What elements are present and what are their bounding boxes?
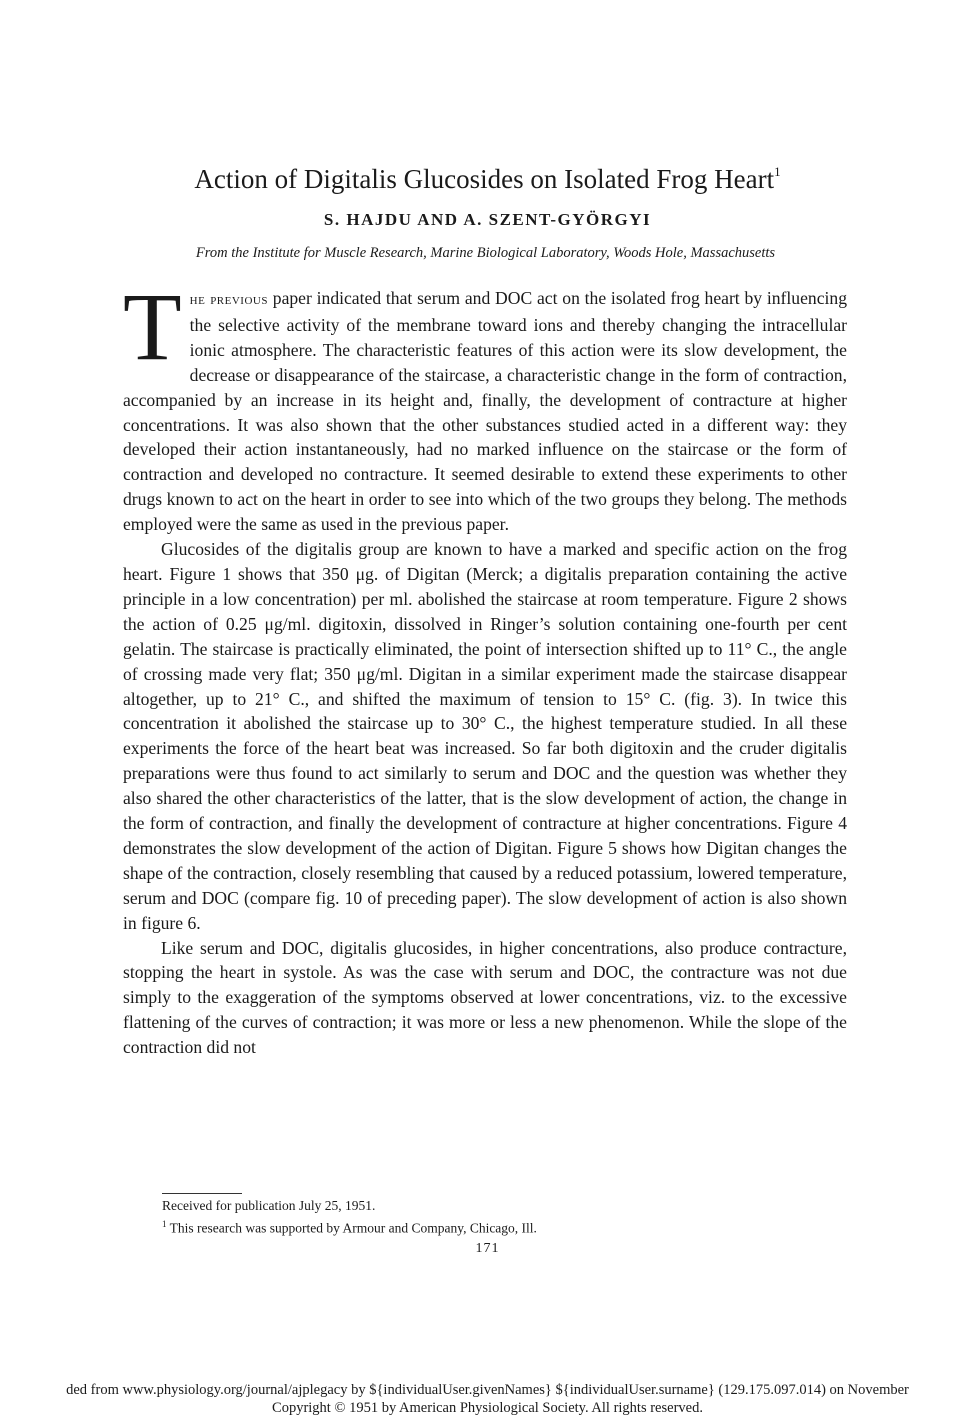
authors: S. HAJDU AND A. SZENT-GYÖRGYI (323, 210, 652, 229)
footnote-1-text: This research was supported by Armour and Company, Chicago, Ill. (166, 1220, 537, 1236)
paragraph-3: Like serum and DOC, digitalis glucosides, in higher concentrations, also produce contracture, stopping the heart in systole. As was the case with serum and DOC, the contracture was not due simply to the exaggeration of the symptoms observed at lower concentrations, viz. to the excessive flattening of the curves of contraction; it was more or less a new phenomenon. While the slope of the contraction did not (123, 937, 847, 1058)
affiliation: From the Institute for Muscle Research, Marine Biological Laboratory, Woods Hole, Massachusetts (195, 245, 776, 261)
paragraph-2: Glucosides of the digitalis group are known to have a marked and specific action on the frog heart. Figure 1 shows that 350 μg. of Digitan (Merck; a digitalis preparation containing the active principle in a low concentration) per ml. abolished the staircase at room temperature. Figure 2 shows the action of 0.25 μg/ml. digitoxin, dissolved in Ringer’s solution containing one-fourth per cent gelatin. The staircase is practically eliminated, the point of intersection shifted up to 11° C., the angle of crossing made very flat; 350 μg/ml. Digitan in a similar experiment made the staircase disappear altogether, up to 21° C., and shifted the maximum of tension to 15° C. (fig. 3). In twice this concentration it abolished the staircase up to 30° C., the highest temperature studied. In all these experiments the force of the heart beat was increased. So far both digitoxin and the cruder digitalis preparations were thus found to act similarly to serum and DOC and the question was whether they also shared the other characteristics of the latter, that is the slow development of action, the change in the form of contraction, and finally the development of contracture at higher concentrations. Figure 4 demonstrates the slow development of the action of Digitan. Figure 5 shows how Digitan changes the shape of the contraction, closely resembling that caused by a reduced potassium, lowered temperature, serum and DOC (compare fig. 10 of preceding paper). The slow development of action is also shown in figure 6. (123, 539, 847, 933)
paragraph-1-text: paper indicated that serum and DOC act on the isolated frog heart by influencing the selective activity of the membrane toward ions and thereby changing the intracellular ionic atmosphere. The characteristic features of this action were its slow development, the decrease or disappearance of the staircase, a characteristic change in the form of contraction, accompanied by an increase in its height and, finally, the development of contracture at higher concentrations. It was also shown that the other substances studied acted in a different way: they developed their action instantaneously, had no marked influence on the staircase or the form of contraction and developed no contracture. It seemed desirable to extend these experiments to other drugs known to act on the heart in order to see into which of the two groups they belong. The methods employed were the same as used in the previous paper. (123, 288, 847, 535)
title-text: Action of Digitalis Glucosides on Isolated Frog Heart (194, 164, 775, 194)
paragraph-1-smallcaps: he previous (189, 291, 268, 308)
article-body (123, 273, 847, 1060)
received-date: Received for publication July 25, 1951. (162, 1198, 376, 1213)
page-number: 171 (475, 1241, 500, 1256)
title-footnote-mark: 1 (774, 164, 781, 179)
drop-cap: T (123, 273, 182, 380)
footnotes (162, 1196, 848, 1238)
footnote-rule (162, 1193, 242, 1194)
footnote-1-mark: 1 (162, 1219, 167, 1229)
paragraph-1 (123, 273, 847, 537)
article-title (0, 164, 975, 195)
copyright-notice: Copyright © 1951 by American Physiological Society. All rights reserved. (272, 1400, 703, 1416)
download-notice: ded from www.physiology.org/journal/ajplegacy by ${individualUser.givenNames} ${individualUser.surname} (129.175.097.014) on November (66, 1382, 909, 1398)
footnote-1 (162, 1215, 848, 1238)
